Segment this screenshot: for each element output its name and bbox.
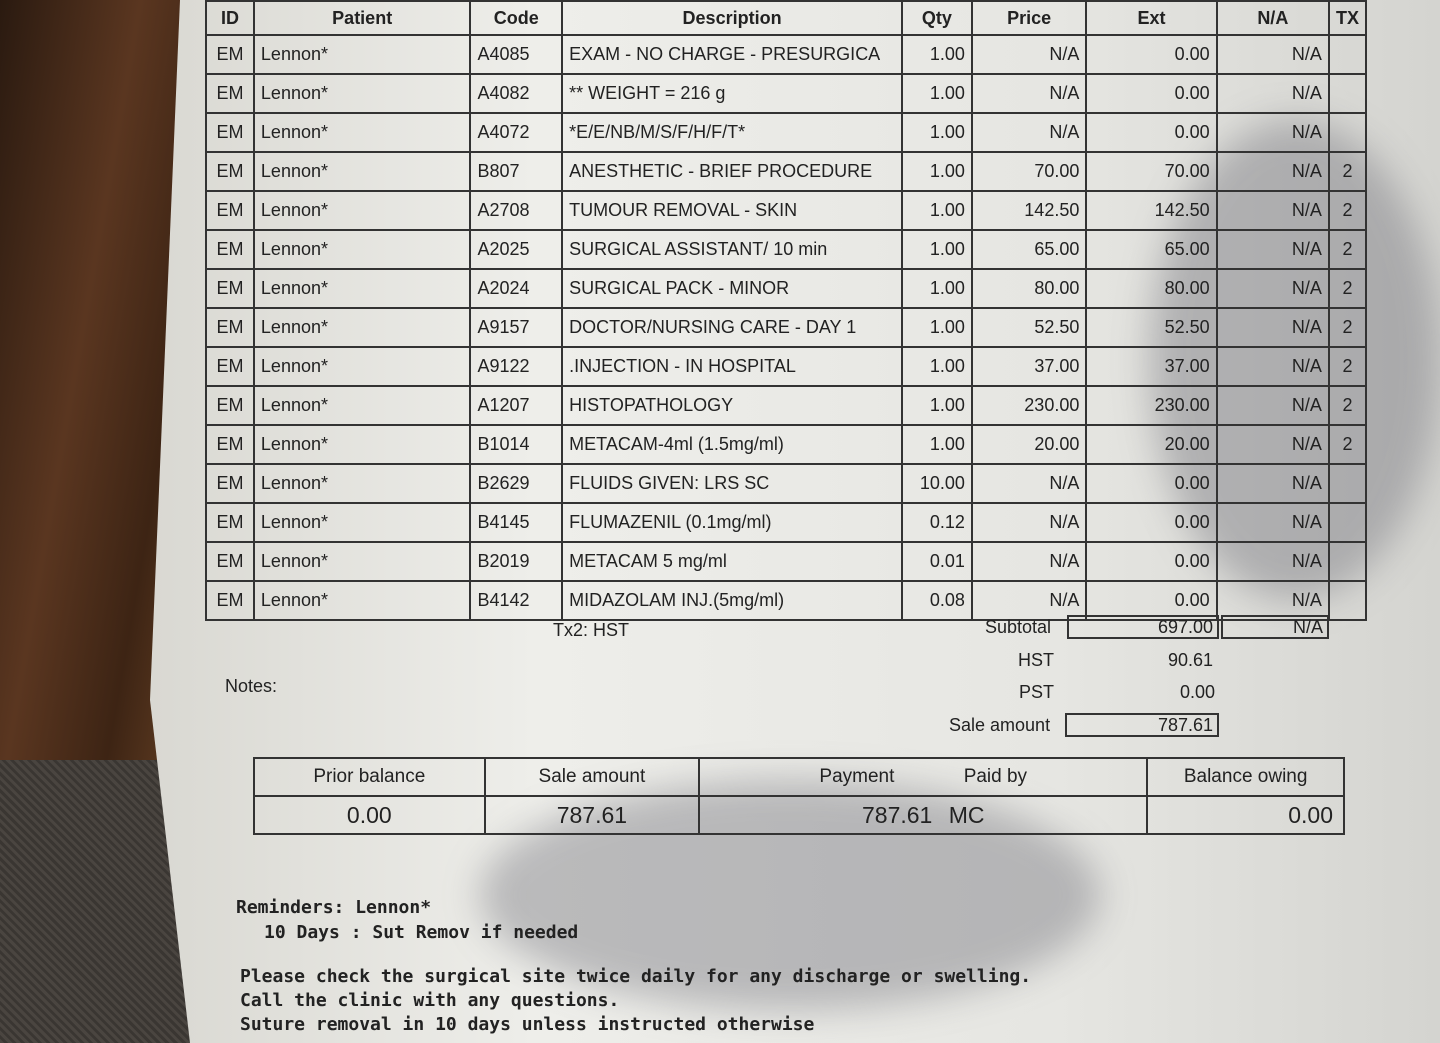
cell-price: N/A <box>972 464 1087 503</box>
cell-na: N/A <box>1217 425 1329 464</box>
cell-qty: 1.00 <box>902 35 972 74</box>
table-row <box>206 542 1366 581</box>
cell-na: N/A <box>1217 230 1329 269</box>
cell-tx: 2 <box>1329 191 1366 230</box>
column-header-id: ID <box>206 1 254 35</box>
cell-qty: 10.00 <box>902 464 972 503</box>
pst-label: PST <box>1019 682 1055 702</box>
cell-tx <box>1329 74 1366 113</box>
cell-patient: Lennon* <box>254 35 471 74</box>
cell-ext: 0.00 <box>1086 74 1216 113</box>
cell-price: N/A <box>972 581 1087 620</box>
column-header-na: N/A <box>1217 1 1329 35</box>
cell-qty: 1.00 <box>902 152 972 191</box>
table-row <box>206 503 1366 542</box>
cell-price: 142.50 <box>972 191 1087 230</box>
cell-id: EM <box>206 503 254 542</box>
cell-code: A9122 <box>470 347 562 386</box>
cell-description: METACAM-4ml (1.5mg/ml) <box>562 425 902 464</box>
cell-ext: 0.00 <box>1086 542 1216 581</box>
cell-code: A2024 <box>470 269 562 308</box>
paid-by-label: Paid by <box>963 766 1028 787</box>
cell-code: B807 <box>470 152 562 191</box>
cell-na: N/A <box>1217 35 1329 74</box>
reminder-item: 10 Days : Sut Remov if needed <box>264 922 579 943</box>
cell-ext: 37.00 <box>1086 347 1216 386</box>
cell-patient: Lennon* <box>254 503 471 542</box>
cell-price: N/A <box>972 542 1087 581</box>
cell-id: EM <box>206 464 254 503</box>
cell-code: B1014 <box>470 425 562 464</box>
cell-tx <box>1329 464 1366 503</box>
table-row <box>206 425 1366 464</box>
cell-qty: 1.00 <box>902 230 972 269</box>
cell-qty: 1.00 <box>902 347 972 386</box>
cell-ext: 20.00 <box>1086 425 1216 464</box>
cell-qty: 0.08 <box>902 581 972 620</box>
cell-id: EM <box>206 35 254 74</box>
cell-code: B2019 <box>470 542 562 581</box>
cell-patient: Lennon* <box>254 308 471 347</box>
cell-tx: 2 <box>1329 347 1366 386</box>
cell-ext: 0.00 <box>1086 581 1216 620</box>
cell-na: N/A <box>1217 347 1329 386</box>
cell-qty: 1.00 <box>902 425 972 464</box>
cell-tx: 2 <box>1329 152 1366 191</box>
cell-tx <box>1329 542 1366 581</box>
cell-id: EM <box>206 347 254 386</box>
cell-tx: 2 <box>1329 230 1366 269</box>
cell-description: SURGICAL ASSISTANT/ 10 min <box>562 230 902 269</box>
cell-description: METACAM 5 mg/ml <box>562 542 902 581</box>
prior-balance-label: Prior balance <box>254 758 485 796</box>
cell-qty: 1.00 <box>902 308 972 347</box>
cell-tx <box>1329 581 1366 620</box>
cell-patient: Lennon* <box>254 464 471 503</box>
cell-na: N/A <box>1217 191 1329 230</box>
hst-label: HST <box>1018 650 1054 670</box>
table-row <box>206 113 1366 152</box>
cell-price: N/A <box>972 503 1087 542</box>
column-header-description: Description <box>562 1 902 35</box>
sale-amount-total: 787.61 <box>485 796 700 834</box>
cell-code: A4082 <box>470 74 562 113</box>
cell-na: N/A <box>1217 113 1329 152</box>
cell-patient: Lennon* <box>254 542 471 581</box>
cell-qty: 1.00 <box>902 386 972 425</box>
table-row <box>206 74 1366 113</box>
cell-ext: 0.00 <box>1086 464 1216 503</box>
cell-id: EM <box>206 230 254 269</box>
cell-code: A1207 <box>470 386 562 425</box>
table-row <box>206 35 1366 74</box>
cell-tx <box>1329 113 1366 152</box>
cell-price: 70.00 <box>972 152 1087 191</box>
care-instruction-3: Suture removal in 10 days unless instructed otherwise <box>240 1014 815 1035</box>
cell-na: N/A <box>1217 503 1329 542</box>
cell-code: A4085 <box>470 35 562 74</box>
cell-patient: Lennon* <box>254 230 471 269</box>
subtotal-value: 697.00 <box>1067 615 1219 639</box>
cell-description: TUMOUR REMOVAL - SKIN <box>562 191 902 230</box>
cell-description: ANESTHETIC - BRIEF PROCEDURE <box>562 152 902 191</box>
sale-amount-label: Sale amount <box>949 715 1051 735</box>
table-row <box>206 308 1366 347</box>
cell-id: EM <box>206 542 254 581</box>
hst-value: 90.61 <box>1168 650 1214 670</box>
cell-qty: 0.12 <box>902 503 972 542</box>
cell-na: N/A <box>1217 542 1329 581</box>
subtotal-label: Subtotal <box>985 617 1052 637</box>
cell-price: 37.00 <box>972 347 1087 386</box>
column-header-qty: Qty <box>902 1 972 35</box>
cell-na: N/A <box>1217 581 1329 620</box>
cell-patient: Lennon* <box>254 425 471 464</box>
sale-amount-header: Sale amount <box>485 758 700 796</box>
cell-id: EM <box>206 581 254 620</box>
cell-ext: 52.50 <box>1086 308 1216 347</box>
cell-ext: 0.00 <box>1086 113 1216 152</box>
cell-description: FLUMAZENIL (0.1mg/ml) <box>562 503 902 542</box>
cell-na: N/A <box>1217 74 1329 113</box>
cell-price: 230.00 <box>972 386 1087 425</box>
cell-id: EM <box>206 269 254 308</box>
column-header-price: Price <box>972 1 1087 35</box>
cell-price: 20.00 <box>972 425 1087 464</box>
subtotal-na-value: N/A <box>1221 615 1329 639</box>
tax-note: Tx2: HST <box>553 620 630 640</box>
line-items-table <box>205 0 1367 621</box>
cell-code: A2025 <box>470 230 562 269</box>
cell-patient: Lennon* <box>254 113 471 152</box>
table-row <box>206 152 1366 191</box>
prior-balance-value: 0.00 <box>254 796 485 834</box>
cell-code: A9157 <box>470 308 562 347</box>
cell-qty: 1.00 <box>902 191 972 230</box>
cell-ext: 65.00 <box>1086 230 1216 269</box>
cell-tx <box>1329 503 1366 542</box>
cell-ext: 230.00 <box>1086 386 1216 425</box>
cell-code: B4145 <box>470 503 562 542</box>
pst-value: 0.00 <box>1180 682 1216 702</box>
balance-owing-label: Balance owing <box>1147 758 1344 796</box>
cell-patient: Lennon* <box>254 191 471 230</box>
cell-ext: 142.50 <box>1086 191 1216 230</box>
cell-description: ** WEIGHT = 216 g <box>562 74 902 113</box>
notes-label: Notes: <box>225 676 278 696</box>
column-header-patient: Patient <box>254 1 471 35</box>
cell-description: EXAM - NO CHARGE - PRESURGICA <box>562 35 902 74</box>
cell-price: N/A <box>972 74 1087 113</box>
table-row <box>206 269 1366 308</box>
cell-id: EM <box>206 191 254 230</box>
cell-tx: 2 <box>1329 386 1366 425</box>
paid-by-value: MC <box>948 801 985 828</box>
column-header-code: Code <box>470 1 562 35</box>
cell-tx: 2 <box>1329 308 1366 347</box>
table-row <box>206 230 1366 269</box>
cell-qty: 1.00 <box>902 269 972 308</box>
cell-ext: 0.00 <box>1086 503 1216 542</box>
cell-patient: Lennon* <box>254 347 471 386</box>
payment-summary-table <box>253 757 1345 835</box>
cell-na: N/A <box>1217 269 1329 308</box>
cell-description: SURGICAL PACK - MINOR <box>562 269 902 308</box>
cell-ext: 0.00 <box>1086 35 1216 74</box>
cell-na: N/A <box>1217 386 1329 425</box>
payment-label: Payment <box>819 766 895 787</box>
cell-price: 52.50 <box>972 308 1087 347</box>
payment-value-cell <box>699 796 1147 834</box>
cell-ext: 80.00 <box>1086 269 1216 308</box>
cell-description: FLUIDS GIVEN: LRS SC <box>562 464 902 503</box>
cell-tx <box>1329 35 1366 74</box>
payment-header <box>699 758 1147 796</box>
cell-patient: Lennon* <box>254 269 471 308</box>
balance-owing-value: 0.00 <box>1147 796 1344 834</box>
cell-na: N/A <box>1217 464 1329 503</box>
table-row <box>206 464 1366 503</box>
cell-qty: 1.00 <box>902 74 972 113</box>
cell-price: 80.00 <box>972 269 1087 308</box>
cell-code: A4072 <box>470 113 562 152</box>
cell-price: N/A <box>972 113 1087 152</box>
cell-id: EM <box>206 386 254 425</box>
cell-code: A2708 <box>470 191 562 230</box>
cell-id: EM <box>206 425 254 464</box>
table-row <box>206 386 1366 425</box>
cell-patient: Lennon* <box>254 74 471 113</box>
cell-qty: 0.01 <box>902 542 972 581</box>
cell-code: B4142 <box>470 581 562 620</box>
payment-value: 787.61 <box>861 801 933 828</box>
table-row <box>206 191 1366 230</box>
cell-description: HISTOPATHOLOGY <box>562 386 902 425</box>
cell-qty: 1.00 <box>902 113 972 152</box>
reminders-title: Reminders: Lennon* <box>236 897 432 918</box>
sale-amount-value: 787.61 <box>1065 713 1219 737</box>
column-header-ext: Ext <box>1086 1 1216 35</box>
cell-tx: 2 <box>1329 269 1366 308</box>
table-row <box>206 347 1366 386</box>
cell-id: EM <box>206 74 254 113</box>
care-instruction-1: Please check the surgical site twice daily for any discharge or swelling. <box>240 966 1032 987</box>
cell-patient: Lennon* <box>254 152 471 191</box>
cell-code: B2629 <box>470 464 562 503</box>
cell-id: EM <box>206 308 254 347</box>
column-header-tx: TX <box>1329 1 1366 35</box>
care-instruction-2: Call the clinic with any questions. <box>240 990 620 1011</box>
cell-patient: Lennon* <box>254 386 471 425</box>
table-header-row <box>206 1 1366 35</box>
cell-na: N/A <box>1217 152 1329 191</box>
cell-price: 65.00 <box>972 230 1087 269</box>
cell-description: *E/E/NB/M/S/F/H/F/T* <box>562 113 902 152</box>
cell-id: EM <box>206 152 254 191</box>
cell-na: N/A <box>1217 308 1329 347</box>
cell-price: N/A <box>972 35 1087 74</box>
cell-patient: Lennon* <box>254 581 471 620</box>
cell-ext: 70.00 <box>1086 152 1216 191</box>
cell-tx: 2 <box>1329 425 1366 464</box>
cell-description: .INJECTION - IN HOSPITAL <box>562 347 902 386</box>
cell-id: EM <box>206 113 254 152</box>
cell-description: DOCTOR/NURSING CARE - DAY 1 <box>562 308 902 347</box>
cell-description: MIDAZOLAM INJ.(5mg/ml) <box>562 581 902 620</box>
